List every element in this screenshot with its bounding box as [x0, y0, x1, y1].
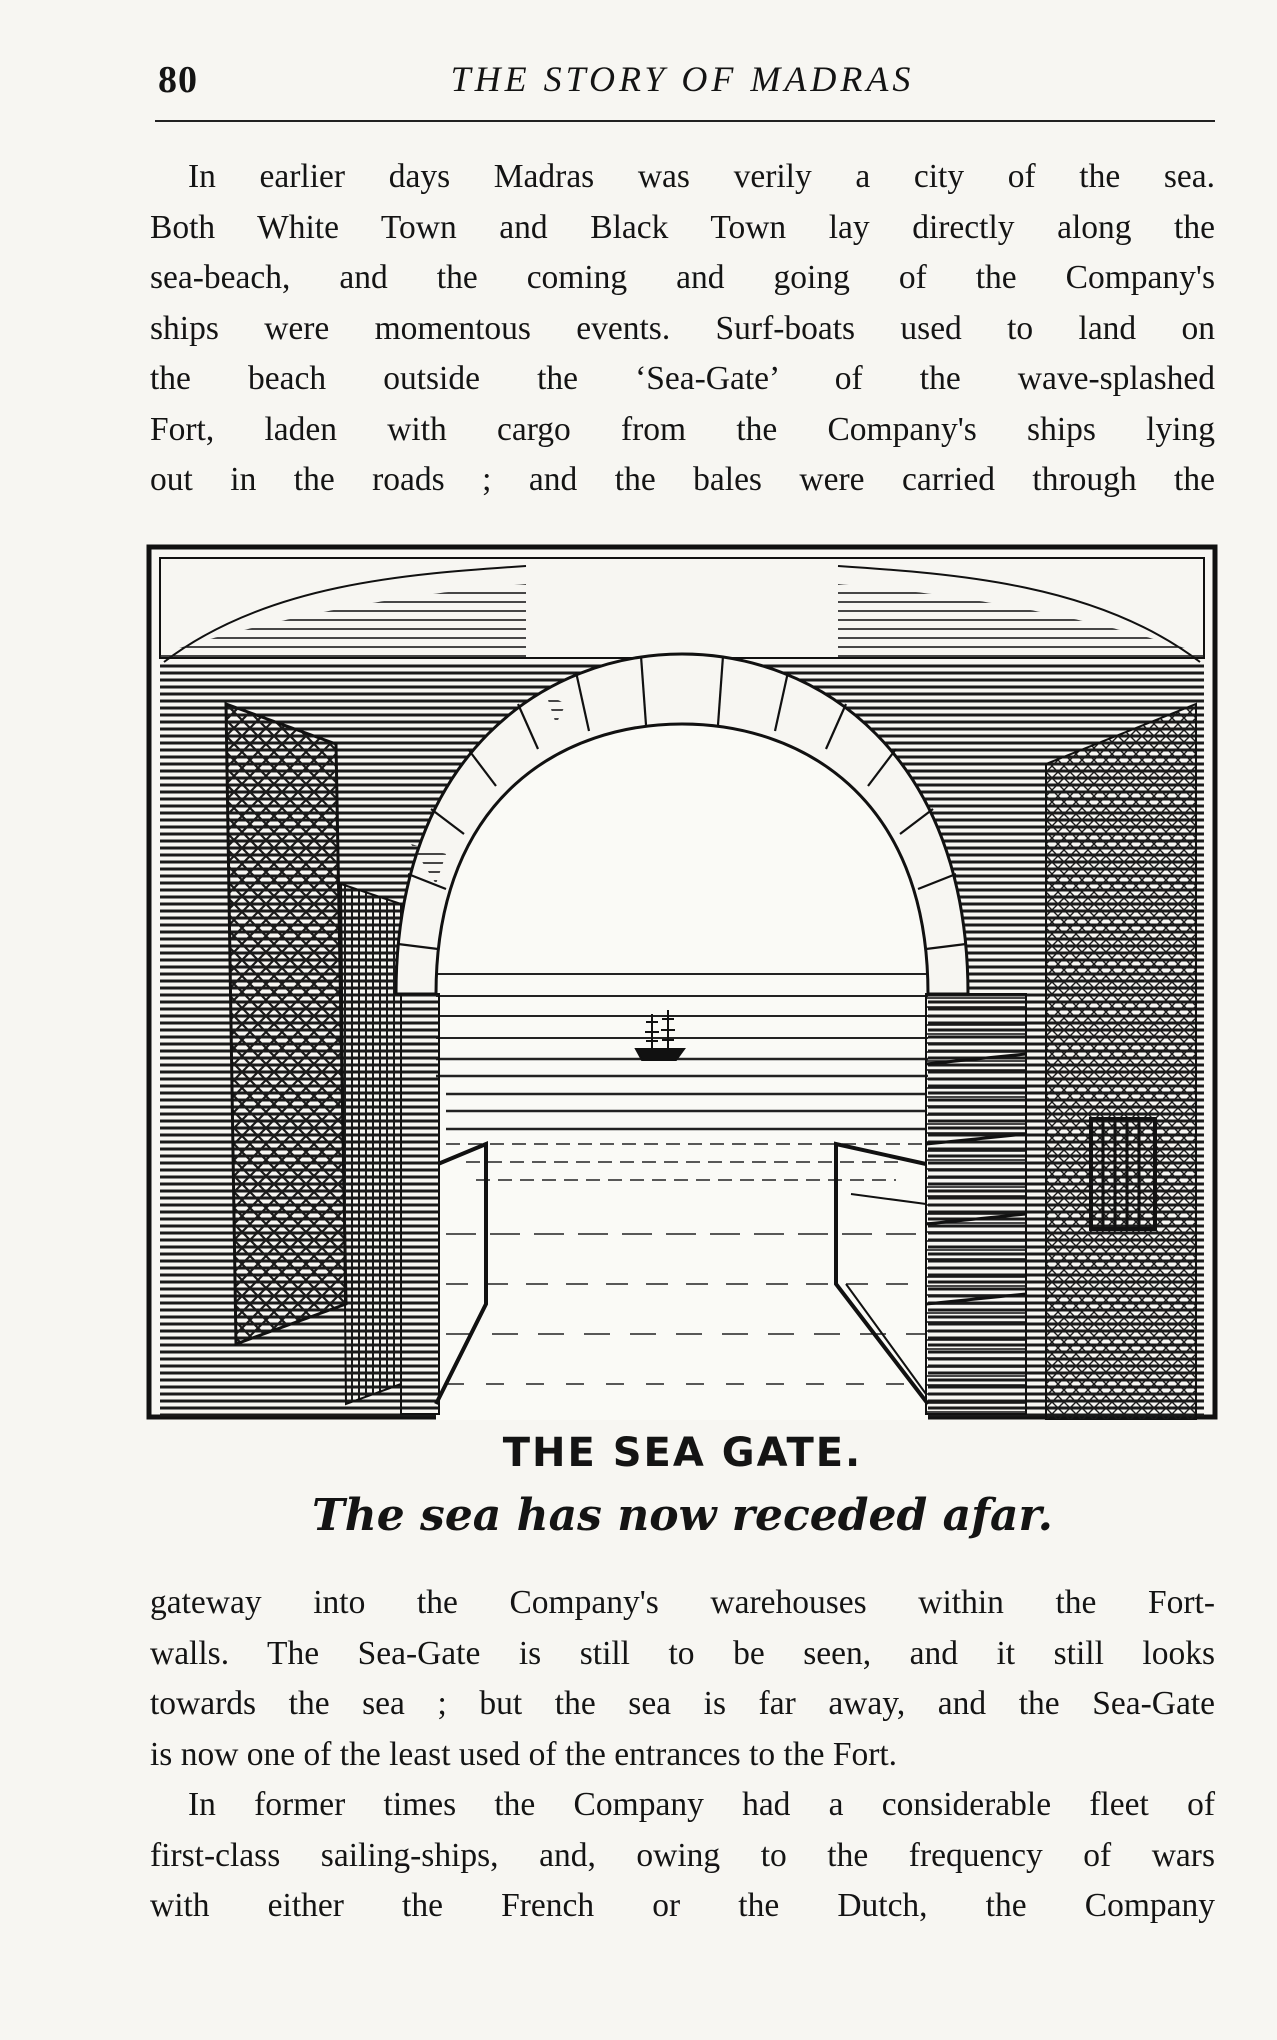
text-line: the beach outside the ‘Sea-Gate’ of the wave-splashed — [150, 360, 1215, 397]
text-line: first-class sailing-ships, and, owing to the frequency of wars — [150, 1836, 1215, 1874]
sea-gate-illustration — [146, 544, 1218, 1420]
text-line: Both White Town and Black Town lay directly along the — [150, 208, 1215, 246]
text-line: with either the French or the Dutch, the Company — [150, 1887, 1215, 1924]
text-line: out in the roads ; and the bales were carried through the — [150, 461, 1215, 498]
figure-caption-title: THE SEA GATE. — [502, 1430, 863, 1476]
header-rule — [155, 120, 1215, 122]
text-line: walls. The Sea-Gate is still to be seen, and it still looks — [150, 1634, 1215, 1672]
text-line: sea-beach, and the coming and going of the Company's — [150, 259, 1215, 296]
text-line: In former times the Company had a considerable fleet of — [188, 1786, 1215, 1823]
text-line: towards the sea ; but the sea is far away, and the Sea-Gate — [150, 1685, 1215, 1722]
paragraph-2 — [150, 1578, 1215, 1780]
page-number: 80 — [158, 59, 198, 101]
paragraph-1 — [150, 152, 1215, 506]
text-line: is now one of the least used of the entrances to the Fort. — [150, 1735, 898, 1773]
running-head — [150, 58, 1215, 118]
text-line: In earlier days Madras was verily a city of the sea. — [188, 158, 1215, 195]
text-line: Fort, laden with cargo from the Company's ships lying — [150, 410, 1215, 448]
running-title: THE STORY OF MADRAS — [450, 59, 915, 99]
paragraph-3 — [150, 1780, 1215, 1932]
text-line: ships were momentous events. Surf-boats used to land on — [150, 309, 1215, 347]
text-line: gateway into the Company's warehouses within the Fort- — [150, 1584, 1215, 1621]
figure-caption-subtitle: The sea has now receded afar. — [312, 1490, 1053, 1541]
